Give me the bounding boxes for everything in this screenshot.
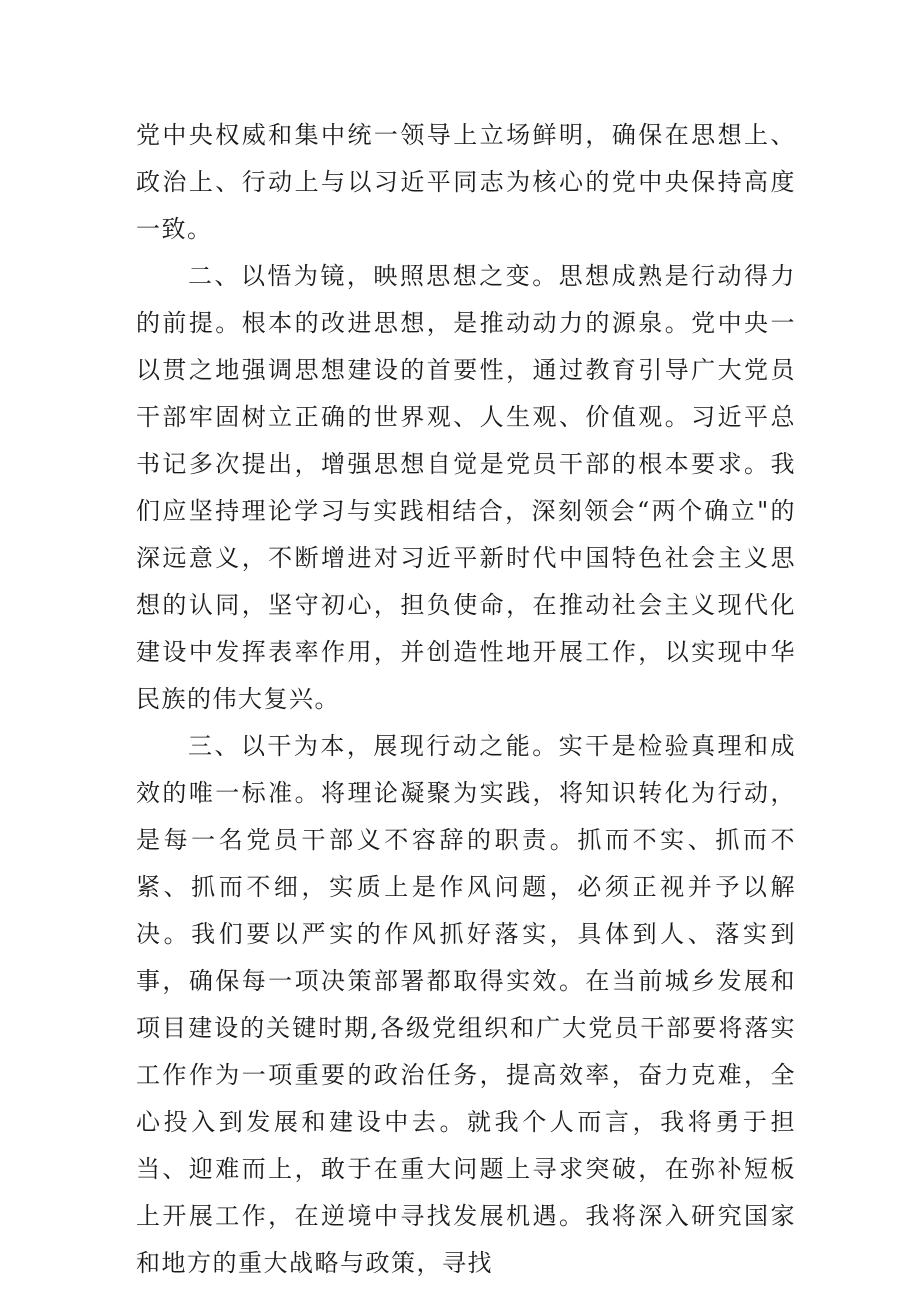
paragraph-section-3: 三、以干为本，展现行动之能。实干是检验真理和成效的唯一标准。将理论凝聚为实践，将知识转化为行动，是每一名党员干部义不容辞的职责。抓而不实、抓而不紧、抓而不细，实质上是作风问题，必须正视并予以解决。我们要以严实的作风抓好落实，具体到人、落实到事，确保每一项决策部署都取得实效。在当前城乡发展和项目建设的关键时期,各级党组织和广大党员干部要将落实工作作为一项重要的政治任务，提高效率，奋力克难，全心投入到发展和建设中去。就我个人而言，我将勇于担当、迎难而上，敢于在重大问题上寻求突破，在弥补短板上开展工作，在逆境中寻找发展机遇。我将深入研究国家和地方的重大战略与政策，寻找 xyxy=(136,732,796,1277)
paragraph-continuation: 党中央权威和集中统一领导上立场鲜明，确保在思想上、政治上、行动上与以习近平同志为核心的党中央保持高度一致。 xyxy=(136,121,796,243)
document-body xyxy=(136,112,796,1287)
paragraph-section-2: 二、以悟为镜，映照思想之变。思想成熟是行动得力的前提。根本的改进思想，是推动动力的源泉。党中央一以贯之地强调思想建设的首要性，通过教育引导广大党员干部牢固树立正确的世界观、人生观、价值观。习近平总书记多次提出，增强思想自觉是党员干部的根本要求。我们应坚持理论学习与实践相结合，深刻领会“两个确立"的深远意义，不断增进对习近平新时代中国特色社会主义思想的认同，坚守初心，担负使命，在推动社会主义现代化建设中发挥表率作用，并创造性地开展工作，以实现中华民族的伟大复兴。 xyxy=(136,262,796,713)
